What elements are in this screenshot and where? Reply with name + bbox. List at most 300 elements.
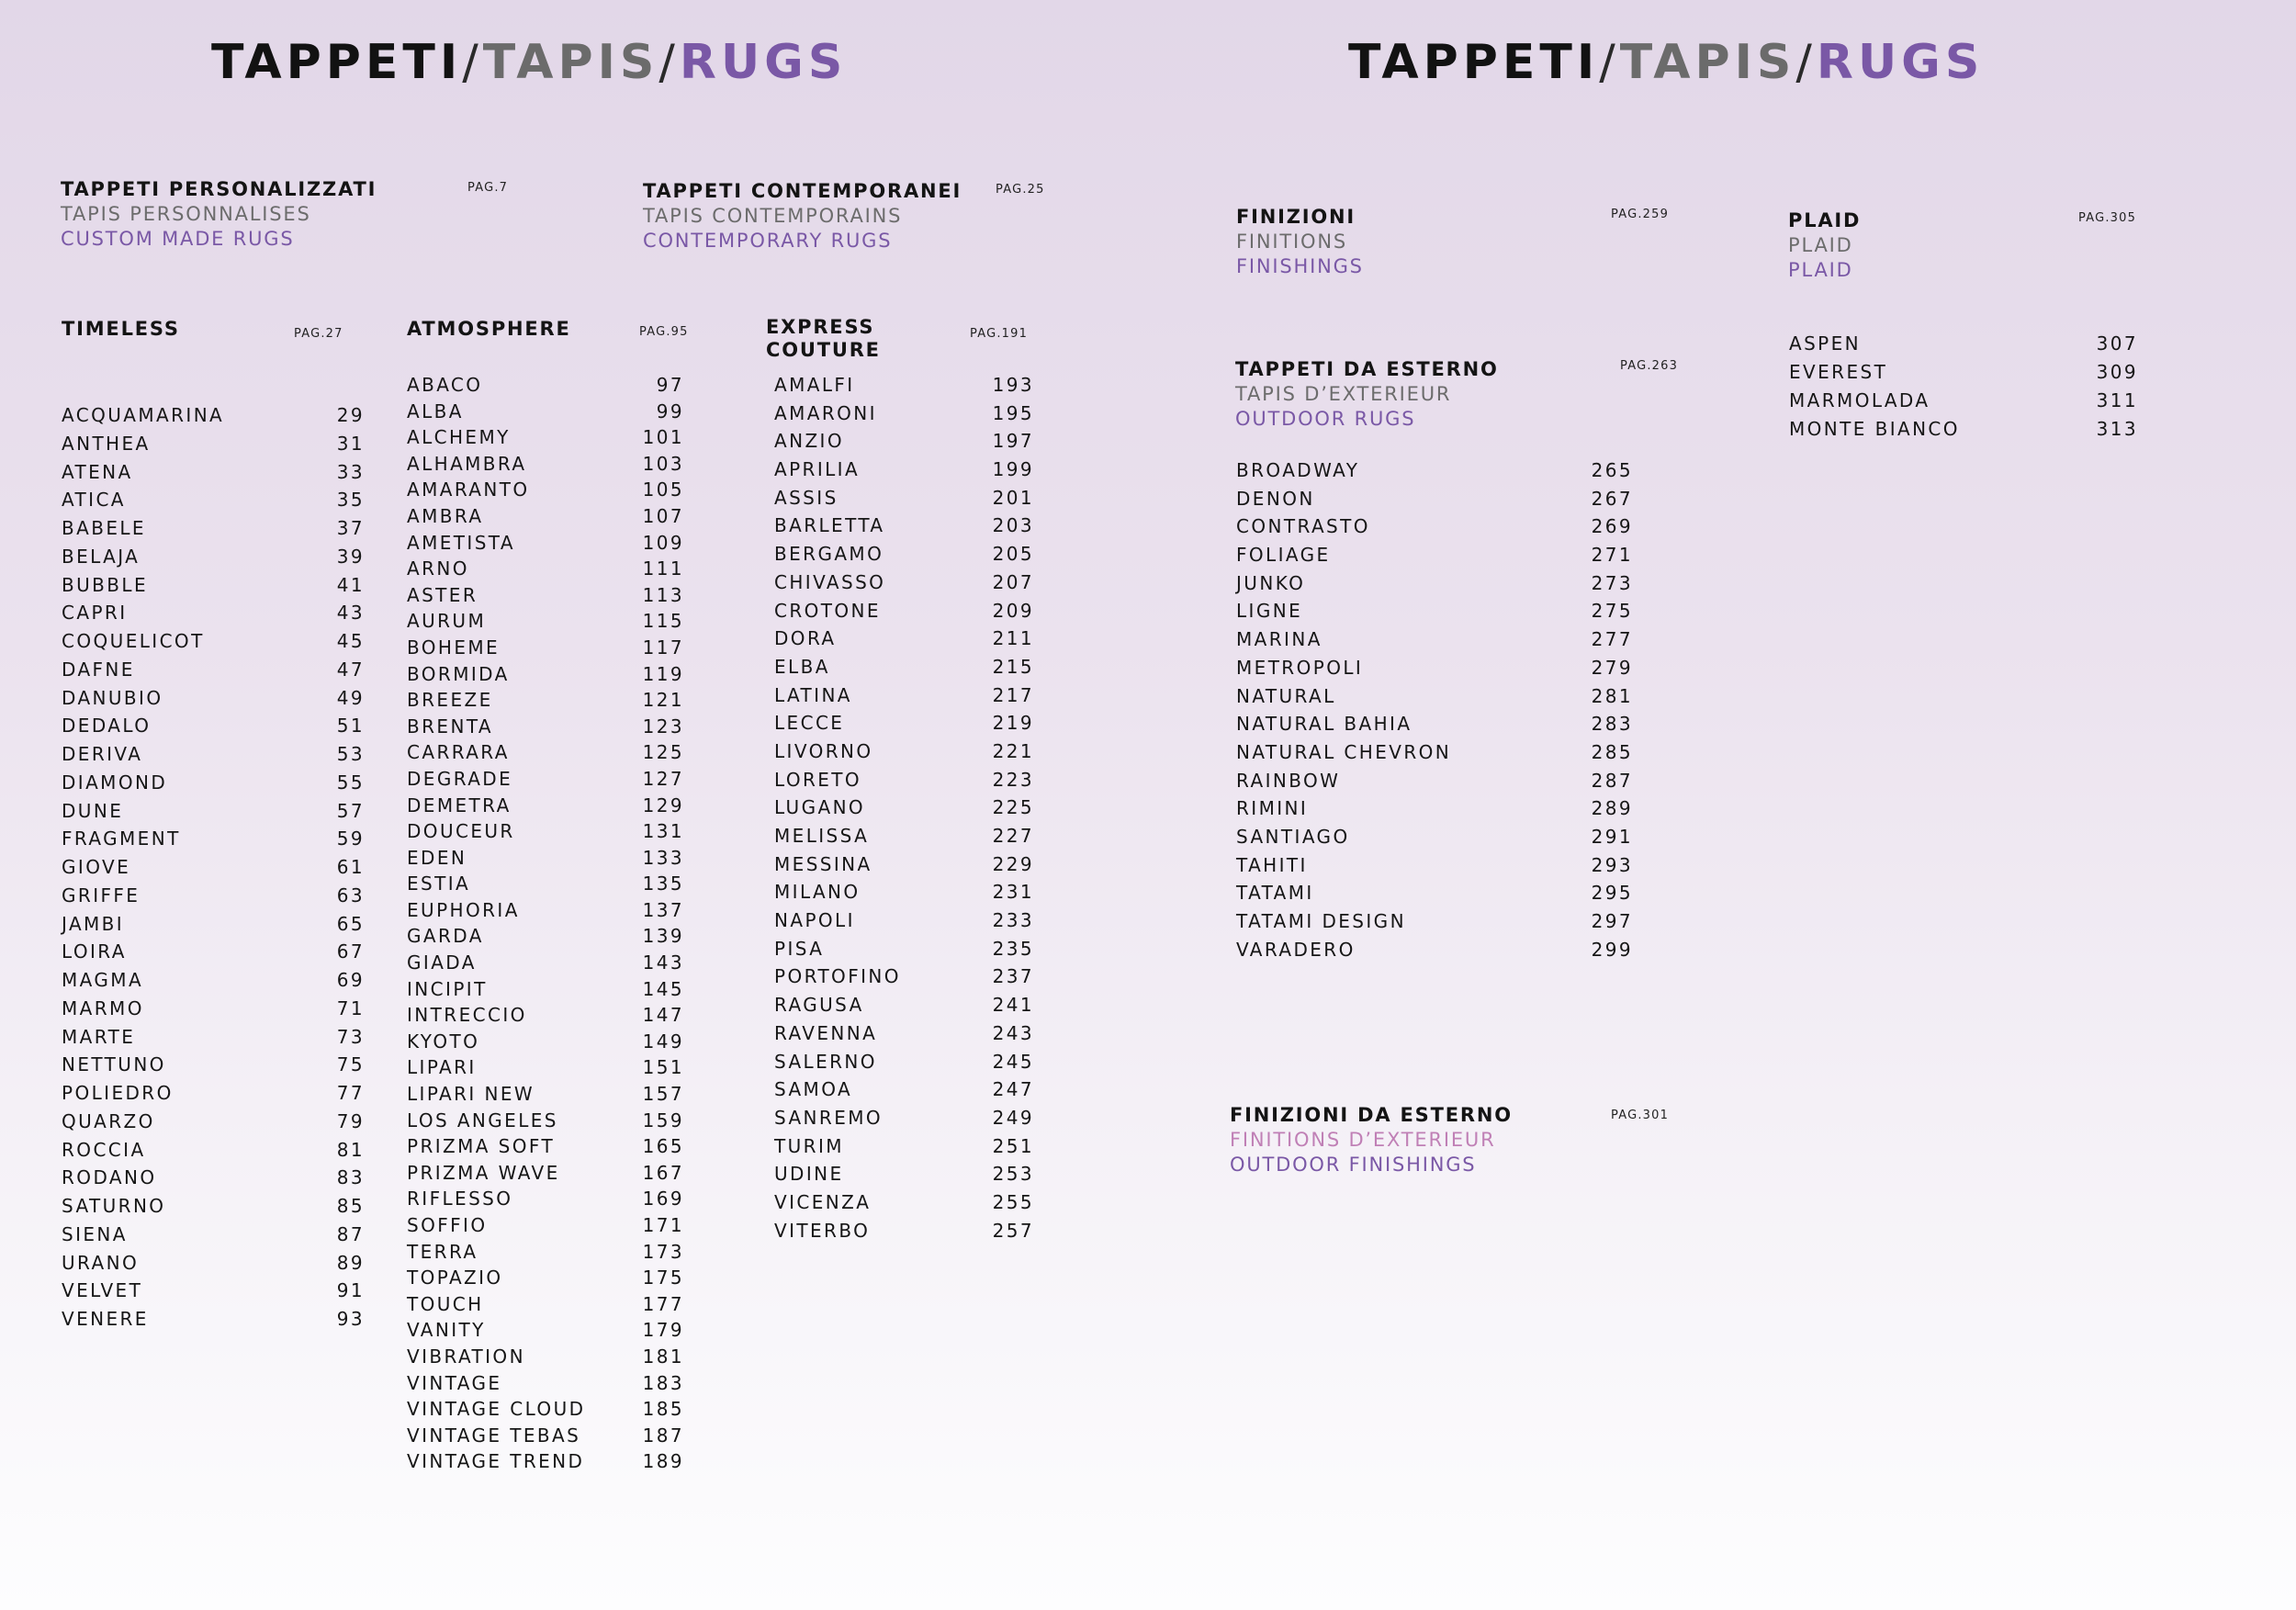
list-item (62, 940, 365, 969)
item-name: BARLETTA (774, 514, 885, 537)
item-page: 45 (336, 630, 365, 652)
item-page: 231 (992, 881, 1034, 904)
list-item (1236, 939, 1633, 967)
item-name: APRILIA (774, 458, 861, 481)
list-item (774, 402, 1034, 431)
section-title-it: TAPPETI PERSONALIZZATI (61, 178, 377, 200)
item-name: VICENZA (774, 1190, 872, 1213)
item-page: 103 (642, 452, 684, 475)
item-name: VINTAGE CLOUD (407, 1398, 586, 1421)
collection-list-atmosphere (407, 374, 684, 1477)
section-title-fr: TAPIS CONTEMPORAINS (643, 205, 903, 227)
item-page: 35 (336, 489, 365, 512)
item-page: 41 (336, 573, 365, 596)
title-fr: TAPIS (482, 35, 659, 90)
page-ref: PAG.191 (970, 327, 1029, 341)
list-item (774, 825, 1034, 853)
page-ref: PAG.301 (1611, 1109, 1670, 1122)
section-finishings (1236, 206, 1364, 277)
item-name: MAGMA (62, 969, 144, 991)
list-item (62, 574, 365, 602)
list-item (407, 1135, 684, 1162)
item-page: 119 (642, 662, 684, 685)
item-name: TAHITI (1236, 853, 1308, 876)
item-page: 273 (1591, 571, 1633, 594)
item-name: TOPAZIO (407, 1267, 503, 1289)
item-name: LOIRA (62, 940, 127, 963)
item-name: AMALFI (774, 374, 855, 396)
section-title-it: FINIZIONI DA ESTERNO (1230, 1104, 1513, 1126)
item-page: 287 (1591, 769, 1633, 792)
item-page: 241 (992, 994, 1034, 1017)
item-page: 159 (642, 1109, 684, 1132)
item-page: 269 (1591, 515, 1633, 538)
item-name: NAPOLI (774, 909, 855, 932)
list-item (1236, 572, 1633, 601)
item-page: 229 (992, 852, 1034, 875)
list-item (62, 771, 365, 800)
item-page: 243 (992, 1021, 1034, 1044)
list-item (62, 517, 365, 546)
item-page: 47 (336, 658, 365, 681)
item-page: 175 (642, 1267, 684, 1289)
item-page: 135 (642, 873, 684, 895)
list-item (407, 1241, 684, 1267)
item-name: SIENA (62, 1222, 128, 1245)
list-item (1236, 854, 1633, 883)
item-name: ARNO (407, 557, 469, 580)
item-page: 267 (1591, 487, 1633, 510)
item-page: 187 (642, 1424, 684, 1447)
item-page: 77 (336, 1082, 365, 1104)
item-page: 37 (336, 517, 365, 539)
item-name: COQUELICOT (62, 630, 205, 652)
list-item (1236, 713, 1633, 741)
item-page: 247 (992, 1078, 1034, 1101)
item-name: BRENTA (407, 715, 493, 737)
item-name: DAFNE (62, 658, 135, 681)
item-name: LATINA (774, 683, 852, 706)
item-name: LECCE (774, 712, 845, 735)
item-page: 111 (642, 557, 684, 580)
item-name: BORMIDA (407, 662, 510, 685)
list-item (774, 909, 1034, 938)
section-title-en: CUSTOM MADE RUGS (61, 228, 295, 250)
item-page: 59 (336, 828, 365, 850)
item-page: 69 (336, 969, 365, 991)
item-page: 113 (642, 583, 684, 606)
item-name: FRAGMENT (62, 828, 181, 850)
item-page: 131 (642, 820, 684, 843)
item-page: 313 (2096, 418, 2138, 440)
item-name: KYOTO (407, 1030, 480, 1053)
list-item (62, 1223, 365, 1252)
list-item (62, 1252, 365, 1280)
title-sep: / (1795, 35, 1817, 90)
list-item (62, 461, 365, 490)
list-item (774, 1135, 1034, 1164)
list-item (407, 820, 684, 847)
item-name: ANZIO (774, 430, 844, 453)
list-item (62, 884, 365, 913)
item-page: 107 (642, 504, 684, 527)
list-item (62, 546, 365, 574)
title-en: RUGS (679, 35, 848, 90)
list-item (407, 1109, 684, 1136)
item-name: ATENA (62, 460, 133, 483)
item-name: AMARONI (774, 401, 877, 424)
list-item (407, 1083, 684, 1109)
list-item (407, 1293, 684, 1320)
list-item (407, 610, 684, 636)
item-page: 173 (642, 1240, 684, 1263)
item-page: 55 (336, 771, 365, 794)
item-page: 117 (642, 636, 684, 659)
item-name: SAMOA (774, 1078, 853, 1101)
item-page: 133 (642, 846, 684, 869)
list-item (62, 1110, 365, 1139)
section-title-en: OUTDOOR RUGS (1235, 408, 1416, 430)
item-page: 125 (642, 741, 684, 764)
item-name: DEDALO (62, 715, 152, 737)
collection-title-line2: COUTURE (766, 339, 881, 361)
list-item (407, 899, 684, 926)
item-name: MONTE BIANCO (1789, 418, 1960, 440)
item-name: ROCCIA (62, 1138, 146, 1161)
list-item (774, 600, 1034, 628)
item-name: NATURAL CHEVRON (1236, 740, 1452, 763)
item-name: LIPARI (407, 1056, 477, 1079)
item-name: TERRA (407, 1240, 478, 1263)
item-name: ALHAMBRA (407, 452, 527, 475)
list-item (62, 1053, 365, 1082)
list-item (774, 1107, 1034, 1135)
list-item (774, 543, 1034, 571)
item-name: MILANO (774, 881, 861, 904)
item-page: 233 (992, 909, 1034, 932)
item-page: 83 (336, 1166, 365, 1189)
item-name: PRIZMA SOFT (407, 1135, 556, 1158)
item-name: GARDA (407, 925, 484, 948)
list-item (1236, 910, 1633, 939)
list-item (407, 768, 684, 794)
item-page: 309 (2096, 361, 2138, 383)
list-item (774, 994, 1034, 1022)
item-name: DANUBIO (62, 686, 163, 709)
item-name: VARADERO (1236, 938, 1356, 961)
item-name: TURIM (774, 1134, 844, 1157)
item-page: 65 (336, 912, 365, 935)
item-page: 99 (656, 400, 684, 422)
section-outdoor (1235, 358, 1499, 430)
item-name: RAINBOW (1236, 769, 1341, 792)
item-page: 307 (2096, 332, 2138, 355)
item-name: URANO (62, 1251, 140, 1274)
list-item (1789, 361, 2138, 389)
item-page: 235 (992, 937, 1034, 960)
item-name: VITERBO (774, 1219, 871, 1242)
item-name: TOUCH (407, 1292, 484, 1315)
item-name: RIFLESSO (407, 1188, 513, 1210)
item-page: 203 (992, 514, 1034, 537)
item-name: VINTAGE TEBAS (407, 1424, 581, 1447)
list-item (407, 532, 684, 558)
list-item (407, 1424, 684, 1451)
section-title-en: CONTEMPORARY RUGS (643, 230, 893, 252)
item-page: 151 (642, 1056, 684, 1079)
item-name: BOHEME (407, 636, 501, 659)
item-name: RAVENNA (774, 1021, 878, 1044)
list-item (407, 1056, 684, 1083)
item-page: 53 (336, 743, 365, 765)
item-page: 105 (642, 478, 684, 501)
list-item (774, 487, 1034, 515)
section-title-fr: PLAID (1788, 234, 1853, 256)
title-en: RUGS (1816, 35, 1985, 90)
item-name: ASTER (407, 583, 478, 606)
item-name: ELBA (774, 655, 830, 678)
item-name: JAMBI (62, 912, 125, 935)
item-name: EVEREST (1789, 361, 1888, 383)
item-name: JUNKO (1236, 571, 1306, 594)
list-item (774, 1078, 1034, 1107)
item-page: 217 (992, 683, 1034, 706)
list-item (407, 478, 684, 505)
item-name: AMETISTA (407, 531, 515, 554)
list-item (774, 430, 1034, 458)
list-item (1236, 770, 1633, 798)
item-name: AMBRA (407, 504, 484, 527)
item-page: 199 (992, 458, 1034, 481)
list-item (407, 1004, 684, 1030)
item-name: GIOVE (62, 856, 131, 878)
item-page: 89 (336, 1251, 365, 1274)
list-item (62, 1279, 365, 1308)
item-name: INCIPIT (407, 977, 488, 1000)
list-item (407, 663, 684, 690)
item-page: 225 (992, 796, 1034, 819)
list-item (62, 602, 365, 630)
item-page: 169 (642, 1188, 684, 1210)
item-name: RIMINI (1236, 797, 1309, 820)
item-name: SATURNO (62, 1195, 166, 1217)
item-page: 85 (336, 1195, 365, 1217)
item-name: SOFFIO (407, 1214, 488, 1236)
item-page: 49 (336, 686, 365, 709)
list-item (774, 374, 1034, 402)
list-item (774, 514, 1034, 543)
list-item (62, 1195, 365, 1223)
item-name: ALCHEMY (407, 426, 511, 449)
list-item (774, 1220, 1034, 1248)
item-name: CONTRASTO (1236, 515, 1370, 538)
list-item (407, 847, 684, 873)
list-item (407, 951, 684, 978)
section-title-en: FINISHINGS (1236, 255, 1364, 277)
item-page: 39 (336, 545, 365, 568)
list-item (62, 1139, 365, 1167)
list-item (407, 1319, 684, 1345)
item-page: 195 (992, 401, 1034, 424)
item-page: 253 (992, 1163, 1034, 1186)
item-name: ASSIS (774, 486, 838, 509)
item-page: 215 (992, 655, 1034, 678)
item-name: SANTIAGO (1236, 825, 1350, 848)
item-page: 91 (336, 1279, 365, 1302)
item-page: 227 (992, 825, 1034, 847)
list-item (62, 969, 365, 997)
item-name: MELISSA (774, 825, 870, 847)
list-item (407, 925, 684, 951)
item-name: RODANO (62, 1166, 157, 1189)
section-title-it: TAPPETI CONTEMPORANEI (643, 180, 962, 202)
list-item (774, 881, 1034, 909)
item-name: VELVET (62, 1279, 143, 1302)
item-page: 75 (336, 1053, 365, 1076)
item-name: INTRECCIO (407, 1004, 527, 1027)
list-item (774, 1163, 1034, 1191)
item-name: DERIVA (62, 743, 143, 765)
item-page: 285 (1591, 740, 1633, 763)
list-item (407, 636, 684, 663)
item-page: 61 (336, 856, 365, 878)
page-ref: PAG.7 (467, 181, 509, 195)
list-item (774, 458, 1034, 487)
list-item (1236, 600, 1633, 628)
item-page: 165 (642, 1135, 684, 1158)
list-item (774, 938, 1034, 966)
item-name: DUNE (62, 799, 124, 822)
list-item (62, 856, 365, 884)
item-page: 177 (642, 1292, 684, 1315)
list-item (1236, 826, 1633, 854)
item-page: 289 (1591, 797, 1633, 820)
list-item (1236, 741, 1633, 770)
item-name: MARMOLADA (1789, 389, 1930, 411)
collection-list-express (774, 374, 1034, 1247)
item-name: CROTONE (774, 599, 881, 622)
list-item (62, 630, 365, 659)
item-page: 275 (1591, 600, 1633, 623)
item-name: LORETO (774, 768, 862, 791)
item-name: SANREMO (774, 1106, 884, 1129)
item-name: DEGRADE (407, 767, 513, 790)
page-ref: PAG.263 (1620, 359, 1679, 373)
item-name: VIBRATION (407, 1345, 525, 1368)
item-name: DOUCEUR (407, 820, 515, 843)
list-item (407, 1214, 684, 1241)
list-item (62, 1026, 365, 1054)
item-page: 167 (642, 1161, 684, 1184)
collection-list-plaid (1789, 332, 2138, 446)
item-page: 185 (642, 1398, 684, 1421)
item-page: 31 (336, 432, 365, 455)
list-item (407, 689, 684, 715)
list-item (1236, 515, 1633, 544)
list-item (407, 400, 684, 427)
item-page: 209 (992, 599, 1034, 622)
list-item (1236, 797, 1633, 826)
list-item (1236, 882, 1633, 910)
list-item (1789, 389, 2138, 418)
list-item (407, 505, 684, 532)
item-page: 33 (336, 460, 365, 483)
section-contemporary (643, 180, 962, 252)
item-name: CARRARA (407, 741, 510, 764)
list-item (407, 1450, 684, 1477)
list-item (1789, 418, 2138, 446)
item-name: BELAJA (62, 545, 141, 568)
list-item (407, 978, 684, 1005)
list-item (774, 571, 1034, 600)
list-item (774, 740, 1034, 769)
list-item (407, 1030, 684, 1057)
list-item (407, 1398, 684, 1424)
section-title-fr: FINITIONS (1236, 231, 1347, 253)
item-page: 271 (1591, 544, 1633, 567)
item-name: BROADWAY (1236, 459, 1360, 481)
list-item (407, 1267, 684, 1293)
item-page: 101 (642, 426, 684, 449)
item-page: 157 (642, 1083, 684, 1106)
section-custom (61, 178, 377, 250)
item-name: MARINA (1236, 628, 1322, 651)
collection-title-express (766, 316, 881, 362)
title-it: TAPPETI (211, 35, 463, 90)
item-page: 29 (336, 404, 365, 426)
item-name: ATICA (62, 489, 126, 512)
item-name: VENERE (62, 1308, 149, 1330)
item-name: BREEZE (407, 689, 493, 712)
item-page: 129 (642, 794, 684, 816)
item-page: 51 (336, 715, 365, 737)
item-name: ALBA (407, 400, 464, 422)
item-page: 251 (992, 1134, 1034, 1157)
collection-list-timeless (62, 404, 365, 1336)
list-item (774, 712, 1034, 740)
list-item (774, 1022, 1034, 1051)
item-name: PISA (774, 937, 825, 960)
page-ref: PAG.305 (2078, 211, 2137, 225)
item-page: 121 (642, 689, 684, 712)
item-name: CAPRI (62, 602, 128, 625)
item-page: 193 (992, 374, 1034, 396)
list-item (407, 1162, 684, 1188)
list-item (407, 741, 684, 768)
list-item (62, 433, 365, 461)
item-name: NETTUNO (62, 1053, 166, 1076)
item-name: ACQUAMARINA (62, 404, 225, 426)
item-name: FOLIAGE (1236, 544, 1331, 567)
item-page: 93 (336, 1308, 365, 1330)
list-item (62, 1166, 365, 1195)
item-name: PORTOFINO (774, 965, 901, 988)
item-page: 109 (642, 531, 684, 554)
list-item (1789, 332, 2138, 361)
item-page: 67 (336, 940, 365, 963)
item-page: 139 (642, 925, 684, 948)
item-page: 295 (1591, 882, 1633, 905)
list-item (407, 715, 684, 742)
item-name: GRIFFE (62, 884, 141, 906)
list-item (774, 796, 1034, 825)
list-item (774, 1051, 1034, 1079)
list-item (1236, 685, 1633, 714)
item-name: QUARZO (62, 1109, 155, 1132)
item-name: ANTHEA (62, 432, 151, 455)
item-name: BERGAMO (774, 543, 884, 566)
list-item (62, 659, 365, 687)
